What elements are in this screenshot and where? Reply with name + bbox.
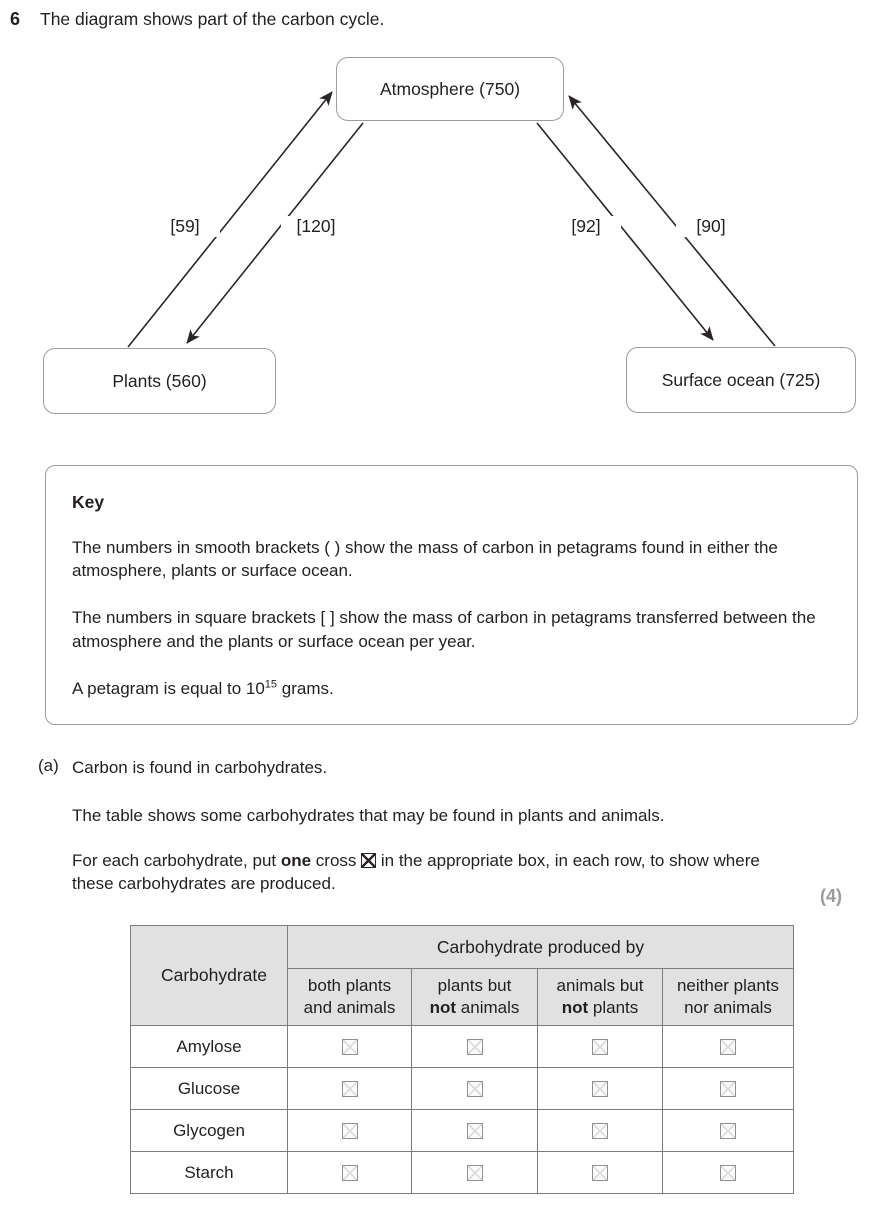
- key-paragraph-square-brackets: The numbers in square brackets [ ] show the mass of carbon in petagrams transferred between the atmosphere and the plants or surface ocean per year.: [72, 608, 816, 651]
- answer-checkbox[interactable]: [342, 1039, 358, 1055]
- answer-cell[interactable]: [412, 1152, 538, 1194]
- answer-cell[interactable]: [412, 1110, 538, 1152]
- answer-cell[interactable]: [538, 1152, 663, 1194]
- node-plants: [43, 348, 276, 414]
- node-plants-label: Plants (560): [112, 370, 207, 391]
- answer-checkbox[interactable]: [342, 1123, 358, 1139]
- answer-checkbox[interactable]: [467, 1123, 483, 1139]
- answer-checkbox[interactable]: [342, 1165, 358, 1181]
- answer-cell[interactable]: [663, 1068, 794, 1110]
- answer-checkbox[interactable]: [467, 1165, 483, 1181]
- key-title: Key: [72, 492, 105, 512]
- row-label-glycogen: Glycogen: [131, 1110, 288, 1152]
- row-label-glucose: Glucose: [131, 1068, 288, 1110]
- column-header-carbohydrate: Carbohydrate: [131, 926, 288, 1026]
- answer-checkbox[interactable]: [720, 1039, 736, 1055]
- answer-cell[interactable]: [288, 1110, 412, 1152]
- answer-cell[interactable]: [538, 1110, 663, 1152]
- group-header-produced-by: Carbohydrate produced by: [288, 926, 794, 969]
- answer-cell[interactable]: [288, 1068, 412, 1110]
- flux-label-59: [59]: [150, 216, 220, 237]
- column-header-animals-not-plants: animals but not plants: [538, 969, 663, 1026]
- part-a-line1: Carbon is found in carbohydrates.: [72, 758, 328, 777]
- answer-checkbox[interactable]: [467, 1081, 483, 1097]
- flux-label-90: [90]: [676, 216, 746, 237]
- answer-cell[interactable]: [663, 1152, 794, 1194]
- answer-checkbox[interactable]: [720, 1123, 736, 1139]
- cross-in-box-icon: [361, 853, 376, 868]
- bold-one: one: [280, 850, 312, 870]
- answer-checkbox[interactable]: [342, 1081, 358, 1097]
- part-a-label: (a): [38, 756, 59, 775]
- column-header-both-plants-animals: both plants and animals: [288, 969, 412, 1026]
- answer-cell[interactable]: [288, 1152, 412, 1194]
- answer-cell[interactable]: [663, 1110, 794, 1152]
- flux-label-92: [92]: [551, 216, 621, 237]
- answer-cell[interactable]: [663, 1026, 794, 1068]
- answer-checkbox[interactable]: [720, 1165, 736, 1181]
- key-paragraph-petagram: A petagram is equal to $10^{15}$ grams.: [72, 678, 334, 698]
- question-intro: The diagram shows part of the carbon cycle.: [40, 9, 385, 29]
- table-row-glycogen: [131, 1110, 794, 1152]
- answer-checkbox[interactable]: [592, 1081, 608, 1097]
- table-row-amylose: [131, 1026, 794, 1068]
- exponent: 15: [264, 678, 278, 691]
- column-header-plants-not-animals: plants but not animals: [412, 969, 538, 1026]
- answer-checkbox[interactable]: [592, 1123, 608, 1139]
- row-label-starch: Starch: [131, 1152, 288, 1194]
- answer-cell[interactable]: [288, 1026, 412, 1068]
- key-box: [45, 465, 858, 725]
- node-atmosphere: [336, 57, 564, 121]
- answer-checkbox[interactable]: [720, 1081, 736, 1097]
- marks-available: (4): [820, 886, 842, 906]
- answer-cell[interactable]: [538, 1026, 663, 1068]
- answer-checkbox[interactable]: [467, 1039, 483, 1055]
- flux-label-120: [120]: [281, 216, 351, 237]
- part-a-body: [72, 756, 772, 896]
- node-surface-ocean: [626, 347, 856, 413]
- answer-checkbox[interactable]: [592, 1039, 608, 1055]
- node-surface-ocean-label: Surface ocean (725): [661, 369, 821, 390]
- carbohydrate-table: [130, 925, 794, 1194]
- part-a-instruction: For each carbohydrate, put one cross in the appropriate box, in each row, to show where these carbohydrates are produced.: [72, 850, 760, 894]
- answer-checkbox[interactable]: [592, 1165, 608, 1181]
- table-row-glucose: [131, 1068, 794, 1110]
- column-header-neither-plants-animals: neither plants nor animals: [663, 969, 794, 1026]
- question-number: 6: [10, 9, 21, 29]
- node-atmosphere-label: Atmosphere (750): [379, 78, 521, 99]
- table-row-starch: [131, 1152, 794, 1194]
- answer-cell[interactable]: [412, 1026, 538, 1068]
- row-label-amylose: Amylose: [131, 1026, 288, 1068]
- answer-cell[interactable]: [412, 1068, 538, 1110]
- part-a-line2: The table shows some carbohydrates that may be found in plants and animals.: [72, 806, 665, 826]
- answer-cell[interactable]: [538, 1068, 663, 1110]
- key-paragraph-smooth-brackets: The numbers in smooth brackets ( ) show the mass of carbon in petagrams found in either the atmosphere, plants or surface ocean.: [72, 537, 778, 581]
